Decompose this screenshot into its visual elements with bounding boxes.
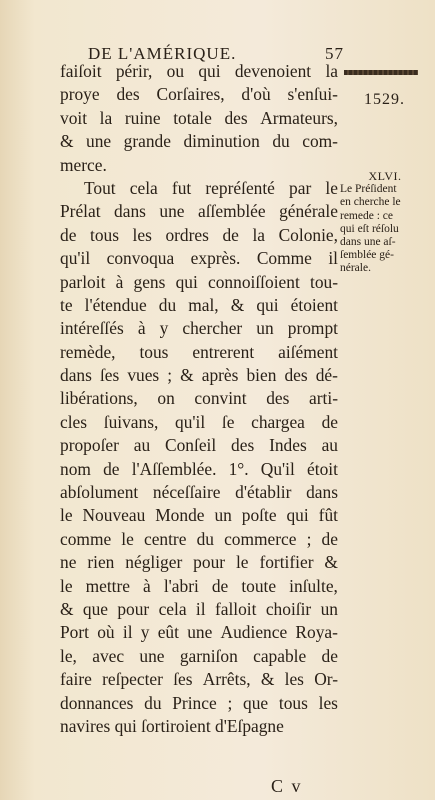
text-line: te l'étendue du mal, & qui étoient <box>60 294 338 315</box>
text-line: & que pour cela il falloit choiſir un <box>60 598 338 619</box>
text-line: qu'il convoqua exprès. Comme il <box>60 248 338 269</box>
text-line: parloit à gens qui connoiſſoient tou- <box>60 271 338 292</box>
text-line: de tous les ordres de la Colonie, <box>60 224 338 245</box>
text-line: navires qui ſortiroient d'Eſpagne <box>60 715 284 736</box>
text-line: Tout cela fut repréſenté par le <box>84 177 338 198</box>
signature-mark: C v <box>271 776 303 796</box>
margin-ornament-rule <box>344 70 418 75</box>
text-line: Prélat dans une aſſemblée générale <box>60 201 338 222</box>
text-line: ne rien négliger pour le fortifier & <box>60 552 338 573</box>
text-line: voit la ruine totale des Armateurs, <box>60 107 338 128</box>
text-line: & une grande diminution du com- <box>60 131 338 152</box>
text-line: abſolument néceſſaire d'établir dans <box>60 482 338 503</box>
margin-note <box>340 170 430 276</box>
text-line: Port où il y eût une Audience Roya- <box>60 622 338 643</box>
text-line: nom de l'Aſſemblée. 1°. Qu'il étoit <box>60 458 338 479</box>
text-line: faiſoit périr, ou qui devenoient la <box>60 61 338 81</box>
text-line: remède, tous entrerent aiſément <box>60 341 338 362</box>
margin-note-number: XLVI. <box>368 169 402 183</box>
text-line: le, avec une garniſon capable de <box>60 645 338 666</box>
margin-note-line: dans une aſ- <box>340 236 396 249</box>
text-line: intéreſſés à y chercher un prompt <box>60 318 338 339</box>
running-title: DE L'AMÉRIQUE. <box>88 44 237 63</box>
margin-note-line: nérale. <box>340 262 371 275</box>
page-number: 57 <box>325 44 344 63</box>
text-line: libérations, on convint des arti- <box>60 388 338 409</box>
text-line: le Nouveau Monde un poſte qui fût <box>60 505 338 526</box>
text-line: propoſer au Conſeil des Indes au <box>60 435 338 456</box>
text-line: donnances du Prince ; que tous les <box>60 692 338 713</box>
margin-note-line: Le Préſident <box>340 183 397 196</box>
text-line: cles ſuivans, qu'il ſe chargea de <box>60 411 338 432</box>
margin-note-line: ſemblée gé- <box>340 249 394 262</box>
text-line: proye des Corſaires, d'où s'enſui- <box>60 84 338 105</box>
text-line: merce. <box>60 154 107 175</box>
text-line: dans ſes vues ; & après bien des dé- <box>60 365 338 386</box>
margin-note-text <box>340 183 430 275</box>
margin-note-line: en cherche le <box>340 196 401 209</box>
margin-note-line: qui eſt réſolu <box>340 222 399 235</box>
margin-note-line: remede : ce <box>340 209 393 222</box>
margin-year: 1529. <box>364 91 405 108</box>
text-line: le mettre à l'abri de toute inſulte, <box>60 575 338 596</box>
text-line: faire reſpecter ſes Arrêts, & les Or- <box>60 669 338 690</box>
text-line: comme le centre du commerce ; de <box>60 528 338 549</box>
body-text <box>60 60 338 738</box>
